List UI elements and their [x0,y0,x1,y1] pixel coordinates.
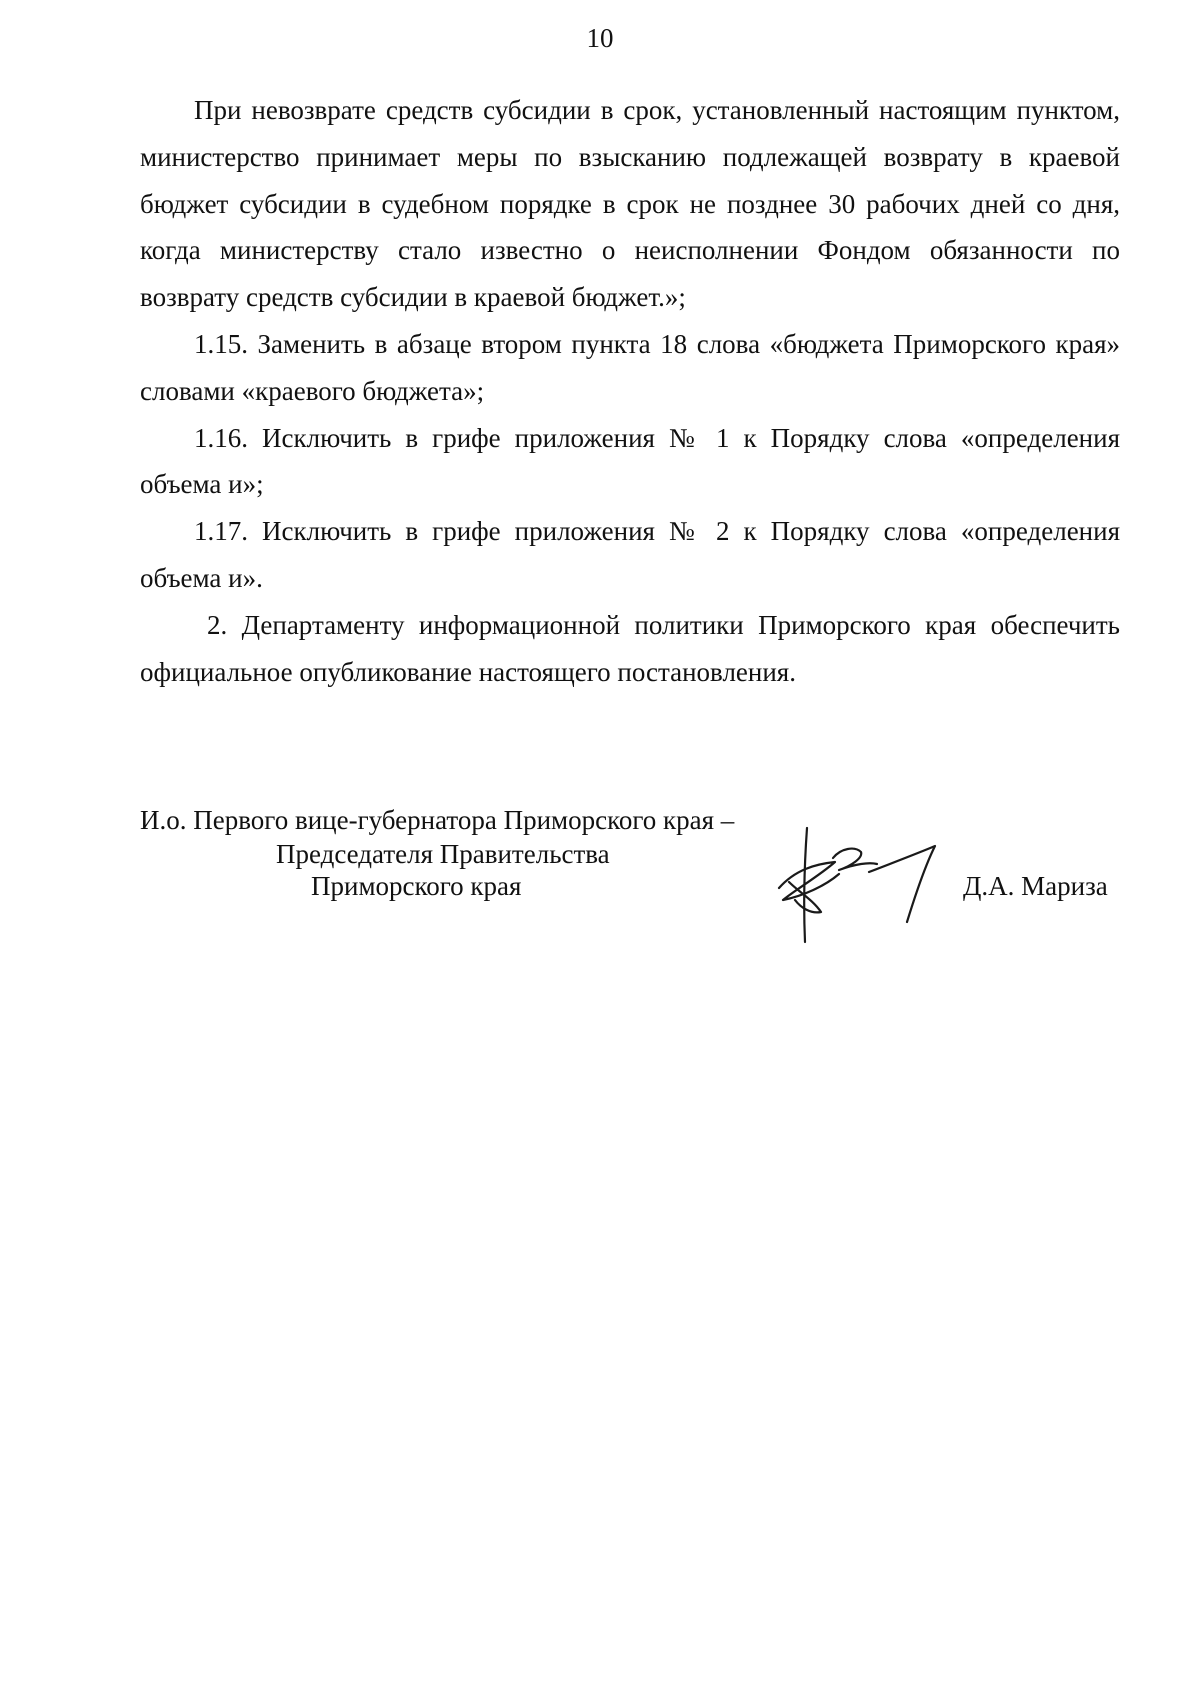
signatory-position-line-3: Приморского края [311,871,522,901]
signatory-name: Д.А. Мариза [963,871,1108,901]
handwritten-signature [775,826,945,944]
paragraph-1-16: 1.16. Исключить в грифе приложения № 1 к Порядку слова «определения объема и»; [140,422,1120,500]
signatory-position-line-1: И.о. Первого вице-губернатора Приморского края – [140,805,735,835]
paragraph-1-17: 1.17. Исключить в грифе приложения № 2 к Порядку слова «определения объема и». [140,516,1120,593]
page-number: 10 [586,23,614,53]
paragraph-2-publication: 2. Департаменту информационной политики Приморского края обеспечить официальное опубликование настоящего постановления. [140,609,1120,687]
paragraph-refund-enforcement: При невозврате средств субсидии в срок, установленный настоящим пунктом, министерство принимает меры по взысканию подлежащей возврату в краевой бюджет субсидии в судебном порядке в срок не позднее 30 рабочих дней со дня, когда министерству стало известно о неисполнении Фондом обязанности по возврату средств субсидии в краевой бюджет.»; [140,95,1120,313]
document-body [140,87,1120,695]
paragraph-1-15: 1.15. Заменить в абзаце втором пункта 18 слова «бюджета Приморского края» словами «краевого бюджета»; [140,328,1120,406]
signatory-position-line-2: Председателя Правительства [276,839,610,869]
